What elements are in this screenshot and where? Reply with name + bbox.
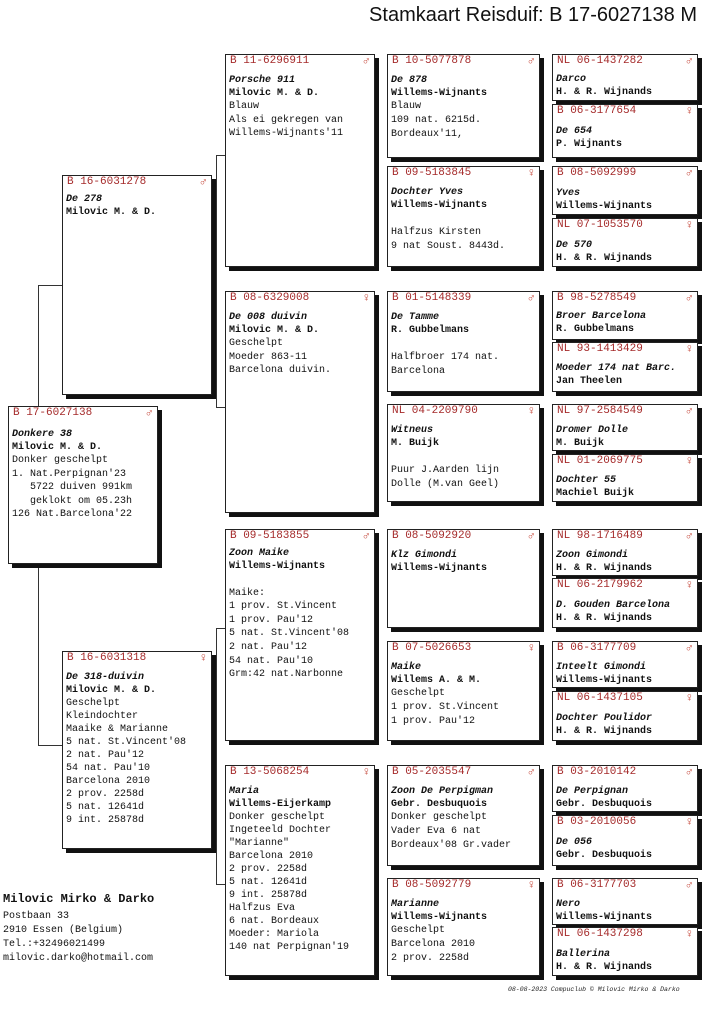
male-icon: ♂ [362, 529, 370, 543]
ancestor-card [552, 218, 698, 267]
female-icon: ♀ [685, 927, 693, 941]
description: Donker geschelpt Vader Eva 6 nat Bordeaux'08 Gr.vader [391, 812, 512, 851]
owner: Milovic M. & D. [12, 442, 103, 453]
sire-card [62, 175, 212, 395]
female-icon: ♀ [527, 641, 535, 655]
ancestor-card [552, 104, 698, 158]
ring-number: NL 93-1413429 [557, 343, 643, 355]
female-icon: ♀ [362, 765, 370, 779]
owner: Milovic M. & D. [66, 207, 157, 218]
description: Donker geschelpt 1. Nat.Perpignan'23 5722 duiven 991km geklokt om 05.23h 126 Nat.Barcelona'22 [12, 455, 133, 521]
footer-credit: 08-08-2023 Compuclub © Milovic Mirko & Darko [508, 986, 680, 993]
owner: H. & R. Wijnands [556, 613, 653, 624]
ancestor-card [552, 291, 698, 340]
male-icon: ♂ [685, 529, 693, 543]
description: Geschelpt Kleindochter Maaike & Marianne 5 nat. St.Vincent'08 2 nat. Pau'12 54 nat. Pau'10 Barcelona 2010 2 prov. 2258d 5 nat. 12641d 9 int. 25878d [66, 698, 187, 826]
ring-number: B 06-3177654 [557, 105, 637, 117]
description: Blauw 109 nat. 6215d. Bordeaux'11, [391, 101, 482, 140]
pigeon-name: De 056 [556, 837, 593, 848]
breeder-info [3, 892, 154, 966]
ring-number: NL 01-2069775 [557, 455, 643, 467]
pigeon-name: Yves [556, 188, 581, 199]
male-icon: ♂ [362, 54, 370, 68]
owner: Willems-Eijerkamp [229, 799, 332, 810]
owner: Willems-Wijnants [391, 88, 488, 99]
ancestor-card [552, 454, 698, 502]
male-icon: ♂ [685, 404, 693, 418]
dam-card [62, 651, 212, 849]
pigeon-name: De Perpignan [556, 786, 629, 797]
owner: Milovic M. & D. [229, 88, 320, 99]
owner: Gebr. Desbuquois [556, 850, 653, 861]
pigeon-name: Darco [556, 74, 587, 85]
male-icon: ♂ [527, 54, 535, 68]
connector-line [216, 155, 217, 407]
male-icon: ♂ [527, 291, 535, 305]
sire-sire-card [225, 54, 375, 267]
breeder-street: Postbaan 33 [3, 911, 70, 922]
connector-line [216, 155, 225, 156]
pigeon-name: Marianne [391, 899, 440, 910]
subject-card [8, 406, 158, 564]
male-icon: ♂ [685, 765, 693, 779]
pigeon-name: Zoon Gimondi [556, 550, 629, 561]
ring-number: B 08-5092999 [557, 167, 637, 179]
male-icon: ♂ [527, 529, 535, 543]
pigeon-name: De 318-duivin [66, 672, 145, 683]
ancestor-card [552, 342, 698, 392]
ring-number: B 08-5092779 [392, 879, 472, 891]
owner: Milovic M. & D. [66, 685, 157, 696]
description: Blauw Als ei gekregen van Willems-Wijnants'11 [229, 101, 344, 140]
pigeon-name: Dochter Yves [391, 187, 464, 198]
pigeon-name: De 878 [391, 75, 428, 86]
ring-number: NL 98-1716489 [557, 530, 643, 542]
breeder-email: milovic.darko@hotmail.com [3, 953, 154, 964]
description: Geschelpt Moeder 863-11 Barcelona duivin. [229, 338, 332, 377]
ring-number: B 05-2035547 [392, 766, 472, 778]
ring-number: B 16-6031318 [67, 652, 147, 664]
pigeon-name: D. Gouden Barcelona [556, 600, 671, 611]
male-icon: ♂ [685, 166, 693, 180]
pigeon-name: Maria [229, 786, 260, 797]
owner: Willems-Wijnants [229, 561, 326, 572]
female-icon: ♀ [527, 878, 535, 892]
pigeon-name: Klz Gimondi [391, 550, 458, 561]
male-icon: ♂ [685, 878, 693, 892]
female-icon: ♀ [199, 651, 207, 665]
ring-number: B 08-5092920 [392, 530, 472, 542]
owner: P. Wijnants [556, 139, 623, 150]
owner: M. Buijk [391, 438, 440, 449]
pigeon-name: Broer Barcelona [556, 311, 647, 322]
ring-number: B 13-5068254 [230, 766, 310, 778]
connector-line [216, 407, 225, 408]
ring-number: B 08-6329008 [230, 292, 310, 304]
owner: Gebr. Desbuquois [556, 799, 653, 810]
pigeon-name: Moeder 174 nat Barc. [556, 363, 677, 374]
female-icon: ♀ [685, 342, 693, 356]
dam-sire-card [225, 529, 375, 741]
ancestor-card [552, 765, 698, 812]
ancestor-card [552, 691, 698, 741]
pigeon-name: Maike [391, 662, 422, 673]
ancestor-card [552, 529, 698, 576]
owner: H. & R. Wijnands [556, 962, 653, 973]
dam-dam-card [225, 765, 375, 976]
ancestor-card [387, 54, 540, 158]
ancestor-card [552, 578, 698, 628]
male-icon: ♂ [527, 765, 535, 779]
male-icon: ♂ [199, 175, 207, 189]
ancestor-card [552, 54, 698, 101]
pigeon-name: Dromer Dolle [556, 425, 629, 436]
connector-line [216, 884, 225, 885]
ring-number: B 16-6031278 [67, 176, 147, 188]
pigeon-name: Inteelt Gimondi [556, 662, 647, 673]
ancestor-card [552, 404, 698, 451]
male-icon: ♂ [685, 54, 693, 68]
female-icon: ♀ [527, 166, 535, 180]
ring-number: B 06-3177703 [557, 879, 637, 891]
owner: Willems-Wijnants [556, 912, 653, 923]
description: Geschelpt Barcelona 2010 2 prov. 2258d [391, 925, 476, 964]
ancestor-card [387, 404, 540, 502]
pigeon-name: De 570 [556, 240, 593, 251]
ring-number: B 03-2010056 [557, 816, 637, 828]
pigeon-name: Dochter 55 [556, 475, 617, 486]
owner: H. & R. Wijnands [556, 726, 653, 737]
female-icon: ♀ [362, 291, 370, 305]
ancestor-card [552, 815, 698, 866]
breeder-name: Milovic Mirko & Darko [3, 892, 155, 906]
male-icon: ♂ [685, 641, 693, 655]
owner: Machiel Buijk [556, 488, 635, 499]
page-title: Stamkaart Reisduif: B 17-6027138 M [369, 4, 697, 26]
owner: M. Buijk [556, 438, 605, 449]
owner: Willems-Wijnants [556, 201, 653, 212]
pigeon-name: Ballerina [556, 949, 611, 960]
male-icon: ♂ [685, 291, 693, 305]
female-icon: ♀ [685, 578, 693, 592]
ring-number: B 09-5183855 [230, 530, 310, 542]
pigeon-name: De 654 [556, 126, 593, 137]
female-icon: ♀ [685, 218, 693, 232]
ring-number: NL 97-2584549 [557, 405, 643, 417]
ancestor-card [387, 641, 540, 741]
pigeon-name: De 278 [66, 194, 103, 205]
male-icon: ♂ [145, 406, 153, 420]
connector-line [216, 628, 225, 629]
ring-number: B 11-6296911 [230, 55, 310, 67]
ancestor-card [552, 927, 698, 976]
ring-number: NL 07-1053570 [557, 219, 643, 231]
ring-number: NL 06-1437282 [557, 55, 643, 67]
ancestor-card [387, 529, 540, 628]
pigeon-name: Zoon Maike [229, 548, 290, 559]
pigeon-name: Zoon De Perpigman [391, 786, 494, 797]
ring-number: B 01-5148339 [392, 292, 472, 304]
pigeon-name: Porsche 911 [229, 75, 296, 86]
description: Donker geschelpt Ingeteeld Dochter "Marianne" Barcelona 2010 2 prov. 2258d 5 nat. 12641d 9 int. 25878d Halfzus Eva 6 nat. Bordeaux Moeder: Mariola 140 nat Perpignan'19 [229, 812, 350, 953]
ring-number: NL 06-1437105 [557, 692, 643, 704]
ancestor-card [387, 878, 540, 976]
ring-number: NL 04-2209790 [392, 405, 478, 417]
female-icon: ♀ [685, 104, 693, 118]
ring-number: B 17-6027138 [13, 407, 93, 419]
female-icon: ♀ [685, 815, 693, 829]
ancestor-card [552, 641, 698, 688]
description: Halfbroer 174 nat. Barcelona [391, 352, 500, 377]
description: Maike: 1 prov. St.Vincent 1 prov. Pau'12 5 nat. St.Vincent'08 2 nat. Pau'12 54 nat. Pau'10 Grm:42 nat.Narbonne [229, 587, 350, 681]
female-icon: ♀ [685, 454, 693, 468]
owner: H. & R. Wijnands [556, 563, 653, 574]
owner: R. Gubbelmans [556, 324, 635, 335]
description: Halfzus Kirsten 9 nat Soust. 8443d. [391, 227, 506, 252]
female-icon: ♀ [685, 691, 693, 705]
pigeon-name: De Tamme [391, 312, 440, 323]
ring-number: B 09-5183845 [392, 167, 472, 179]
owner: Milovic M. & D. [229, 325, 320, 336]
pigeon-name: Donkere 38 [12, 429, 73, 440]
pigeon-name: Nero [556, 899, 581, 910]
female-icon: ♀ [527, 404, 535, 418]
pigeon-name: De 008 duivin [229, 312, 308, 323]
ring-number: B 03-2010142 [557, 766, 637, 778]
ring-number: NL 06-2179962 [557, 579, 643, 591]
ancestor-card [387, 166, 540, 267]
breeder-phone: Tel.:+32496021499 [3, 939, 106, 950]
connector-line [38, 745, 62, 746]
connector-line [216, 628, 217, 884]
owner: Willems-Wijnants [391, 912, 488, 923]
owner: Jan Theelen [556, 376, 623, 387]
ancestor-card [552, 166, 698, 215]
pigeon-name: Dochter Poulidor [556, 713, 653, 724]
owner: H. & R. Wijnands [556, 253, 653, 264]
ancestor-card [387, 291, 540, 392]
owner: Willems-Wijnants [556, 675, 653, 686]
owner: Willems-Wijnants [391, 563, 488, 574]
ancestor-card [552, 878, 698, 925]
owner: Willems A. & M. [391, 675, 482, 686]
ring-number: B 07-5026653 [392, 642, 472, 654]
owner: R. Gubbelmans [391, 325, 470, 336]
ring-number: NL 06-1437298 [557, 928, 643, 940]
ring-number: B 10-5077878 [392, 55, 472, 67]
description: Geschelpt 1 prov. St.Vincent 1 prov. Pau'12 [391, 688, 500, 727]
breeder-city: 2910 Essen (Belgium) [3, 925, 124, 936]
ring-number: B 06-3177709 [557, 642, 637, 654]
owner: Willems-Wijnants [391, 200, 488, 211]
owner: H. & R. Wijnands [556, 87, 653, 98]
sire-dam-card [225, 291, 375, 513]
ancestor-card [387, 765, 540, 866]
pigeon-name: Witneus [391, 425, 434, 436]
ring-number: B 98-5278549 [557, 292, 637, 304]
description: Puur J.Aarden lijn Dolle (M.van Geel) [391, 465, 500, 490]
connector-line [38, 285, 62, 286]
owner: Gebr. Desbuquois [391, 799, 488, 810]
